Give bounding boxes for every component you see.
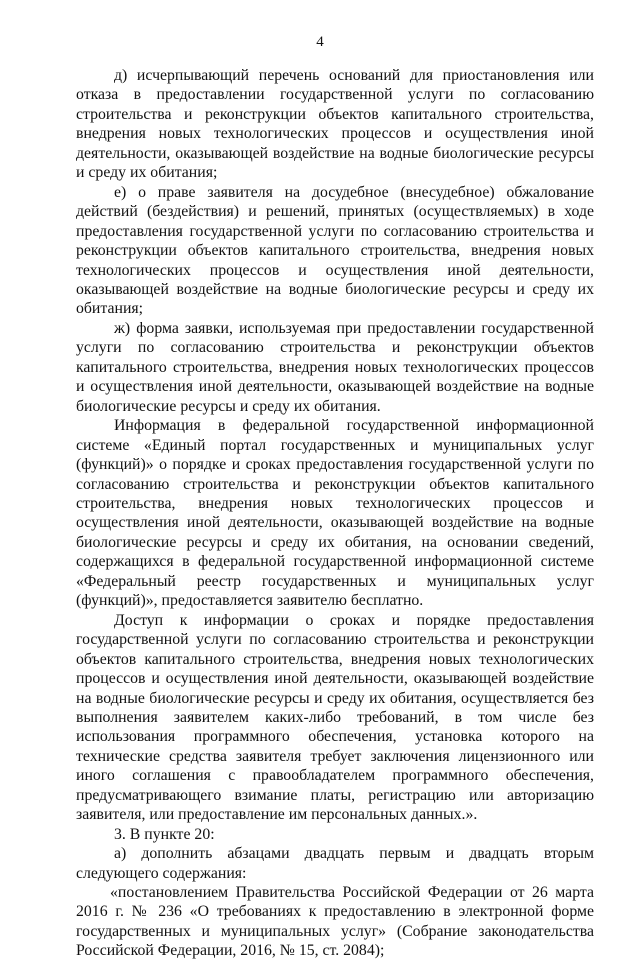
document-body bbox=[76, 66, 594, 961]
paragraph-access-information: Доступ к информации о сроках и порядке предоставления государственной услуги по согласованию строительства и реконструкции объектов капитального строительства, внедрения новых технологических процессов и осуществления иной деятельности, оказывающей воздействие на водные биологические ресурсы и среду их обитания, осуществляется без выполнения заявителем каких-либо требований, в том числе без использования программного обеспечения, установка которого на технические средства заявителя требует заключения лицензионного или иного соглашения с правообладателем программного обеспечения, предусматривающего взимание платы, регистрацию или авторизацию заявителя, или предоставление им персональных данных.». bbox=[76, 611, 594, 824]
paragraph-item-a: а) дополнить абзацами двадцать первым и двадцать вторым следующего содержания: bbox=[76, 845, 594, 882]
paragraph-government-decree: «постановлением Правительства Российской Федерации от 26 марта 2016 г. № 236 «О требованиях к предоставлению в электронной форме государственных и муниципальных услуг» (Собрание законодательства Российской Федерации, 2016, № 15, ст. 2084); bbox=[76, 884, 594, 960]
paragraph-item-zh: ж) форма заявки, используемая при предоставлении государственной услуги по согласованию строительства и реконструкции объектов капитального строительства, внедрения новых технологических процессов и осуществления иной деятельности, оказывающей воздействие на водные биологические ресурсы и среду их обитания. bbox=[76, 319, 594, 415]
paragraph-item-d: д) исчерпывающий перечень оснований для приостановления или отказа в предоставлении государственной услуги по согласованию строительства и реконструкции объектов капитального строительства, внедрения новых технологических процессов и осуществления иной деятельности, оказывающей воздействие на водные биологические ресурсы и среду их обитания; bbox=[76, 67, 594, 182]
page-number: 4 bbox=[316, 34, 324, 50]
paragraph-item-e: е) о праве заявителя на досудебное (внесудебное) обжалование действий (бездействия) и решений, принятых (осуществляемых) в ходе предоставления государственной услуги по согласованию строительства и реконструкции объектов капитального строительства, внедрения новых технологических процессов и осуществления иной деятельности, оказывающей воздействие на водные биологические ресурсы и среду их обитания; bbox=[76, 183, 594, 318]
paragraph-point-3: 3. В пункте 20: bbox=[114, 825, 215, 843]
paragraph-portal-information: Информация в федеральной государственной информационной системе «Единый портал государственных и муниципальных услуг (функций)» о порядке и сроках предоставления государственной услуги по согласованию строительства и реконструкции объектов капитального строительства, внедрения новых технологических процессов и осуществления иной деятельности, оказывающей воздействие на водные биологические ресурсы и среду их обитания, на основании сведений, содержащихся в федеральной государственной информационной системе «Федеральный реестр государственных и муниципальных услуг (функций)», предоставляется заявителю бесплатно. bbox=[76, 417, 594, 610]
